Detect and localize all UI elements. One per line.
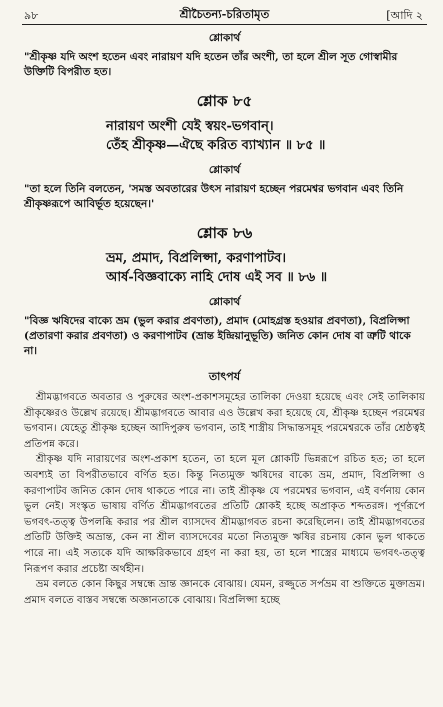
purport-heading: তাৎপর্য xyxy=(208,370,241,383)
purport-paragraph: ভ্রম বলতে কোন কিছুর সম্বন্ধে ভ্রান্ত জ্ঞানকে বোঝায়। যেমন, রজ্জুতে সর্পভ্রম বা শুক্তিতে মুক্তাভ্রম। প্রমাদ বলতে বাস্তব সম্বন্ধে অজ্ঞানতাকে বোঝায়। বিপ্রলিপ্সা হচ্ছে xyxy=(24,579,425,606)
verse-line: নারায়ণ অংশী যেই স্বয়ং-ভগবান্। xyxy=(106,119,274,134)
translation-label: শ্লোকার্থ xyxy=(208,164,241,176)
purport-paragraph: শ্রীমদ্ভাগবতে অবতার ও পুরুষের অংশ-প্রকাশসমূহের তালিকা দেওয়া হয়েছে এবং সেই তালিকায় শ্রীকৃষ্ণেরও উল্লেখ রয়েছে। শ্রীমদ্ভাগবতে আবার এও উল্লেখ করা হয়েছে যে, শ্রীকৃষ্ণ হচ্ছেন পরমেশ্বর ভগবান। যেহেতু শ্রীকৃষ্ণ হচ্ছেন আদিপুরুষ ভগবান, তাই শাস্ত্রীয় সিদ্ধান্তসমূহ পরমেশ্বরকে তাঁর শ্রেষ্ঠত্বই প্রতিপন্ন করে। xyxy=(24,392,425,450)
page-number: ৯৮ xyxy=(24,9,39,22)
chapter-label: [আদি ২ xyxy=(386,9,423,22)
verse-heading: শ্লোক ৮৫ xyxy=(196,92,253,110)
translation-label: শ্লোকার্থ xyxy=(208,32,241,44)
page-header xyxy=(22,6,427,25)
verse-line: ভ্রম, প্রমাদ, বিপ্রলিপ্সা, করণাপাটব। xyxy=(106,251,286,266)
translation-text: "তা হলে তিনি বলতেন, 'সমস্ত অবতারের উৎস নারায়ণ হচ্ছেন পরমেশ্বর ভগবান এবং তিনি শ্রীকৃষ্ণরূপে আবির্ভূত হয়েছেন।' xyxy=(24,183,404,210)
verse-line: আর্ষ-বিজ্ঞবাক্যে নাহি দোষ এই সব ॥ ৮৬ ॥ xyxy=(106,270,328,285)
translation-label: শ্লোকার্থ xyxy=(208,296,241,308)
purport-paragraph: শ্রীকৃষ্ণ যদি নারায়ণের অংশ-প্রকাশ হতেন, তা হলে মূল শ্লোকটি ভিন্নরূপে রচিত হত; তা হলে অবশ্যই তা বিপরীতভাবে বর্ণিত হত। কিন্তু নিত্যমুক্ত ঋষিদের বাক্যে ভ্রম, প্রমাদ, বিপ্রলিপ্সা ও করণাপাটব জনিত কোন দোষ থাকতে পারে না। তাই শ্রীকৃষ্ণ যে পরমেশ্বর ভগবান, এই বর্ণনায় কোন ভুল নেই। সংস্কৃত ভাষায় বর্ণিত শ্রীমদ্ভাগবতের প্রতিটি শ্লোকই হচ্ছে অপ্রাকৃত শব্দতরঙ্গ। পূর্ণরূপে ভগবৎ-তত্ত্ব উপলব্ধি করার পর শ্রীল ব্যাসদেব শ্রীমদ্ভাগবত রচনা করেছিলেন। তাই শ্রীমদ্ভাগবতের প্রতিটি উক্তিই অভ্রান্ত, কেন না শ্রীল ব্যাসদেবের মতো নিত্যমুক্ত ঋষির রচনায় কোন ভুল থাকতে পারে না। এই সত্যকে যদি আক্ষরিকভাবে গ্রহণ না করা হয়, তা হলে শাস্ত্রের মাধ্যমে ভগবৎ-তত্ত্ব নিরূপণ করার প্রচেষ্টা অর্থহীন। xyxy=(24,454,425,575)
verse-heading: শ্লোক ৮৬ xyxy=(196,224,253,242)
translation-text: "শ্রীকৃষ্ণ যদি অংশ হতেন এবং নারায়ণ যদি হতেন তাঁর অংশী, তা হলে শ্রীল সূত গোস্বামীর উক্তিটি বিপরীত হত। xyxy=(24,51,398,78)
translation-text: "বিজ্ঞ ঋষিদের বাক্যে ভ্রম (ভুল করার প্রবণতা), প্রমাদ (মোহগ্রস্ত হওয়ার প্রবণতা), বিপ্রলিপ্সা (প্রতারণা করার প্রবণতা) ও করণাপাটব (ভ্রান্ত ইন্দ্রিয়ানুভূতি) জনিত কোন দোষ বা ত্রুটি থাকে না। xyxy=(24,315,411,357)
verse-line: তেঁহ শ্রীকৃষ্ণ—ঐছে করিত ব্যাখ্যান ॥ ৮৫ ॥ xyxy=(106,138,326,153)
running-title: শ্রীচৈতন্য-চরিতামৃত xyxy=(179,7,270,21)
